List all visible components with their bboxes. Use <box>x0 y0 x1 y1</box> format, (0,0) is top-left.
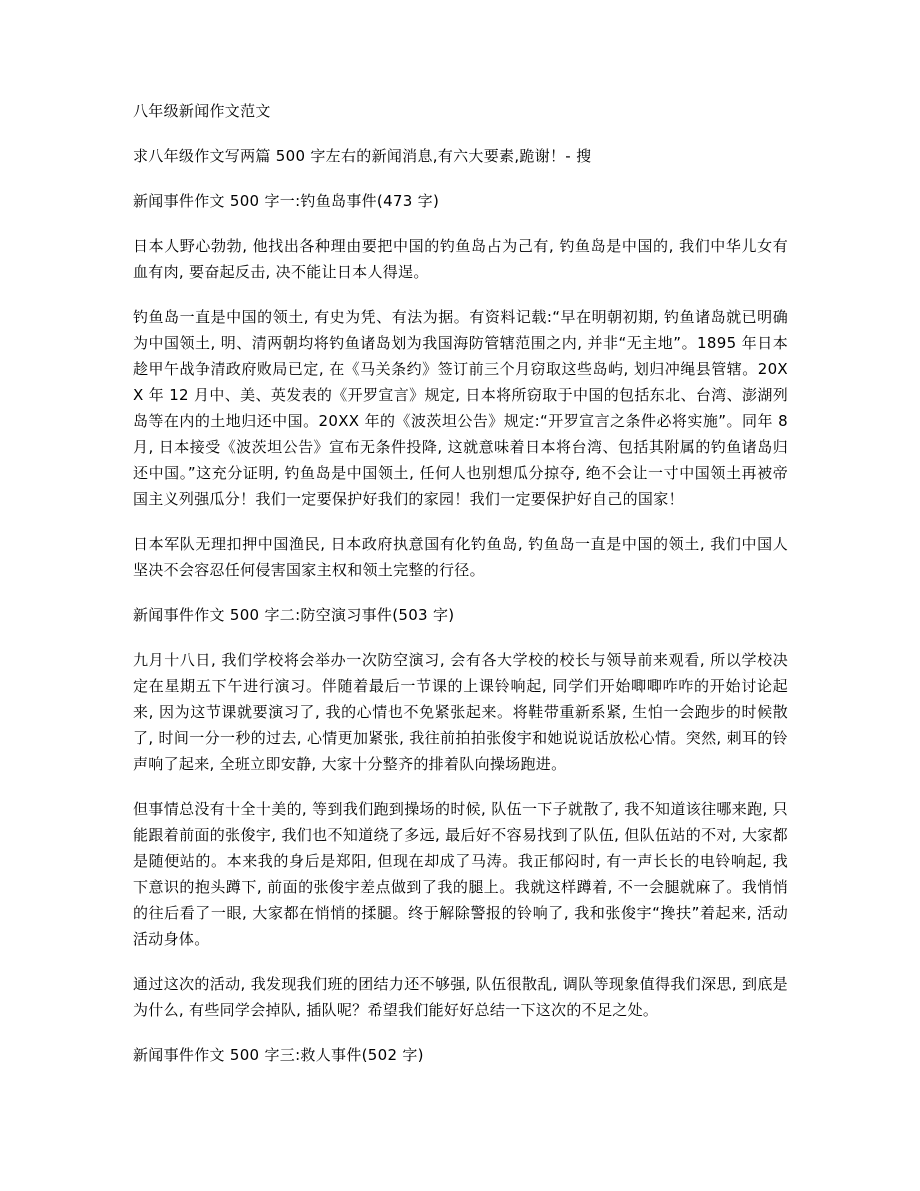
section-1-paragraph-2: 钓鱼岛一直是中国的领土, 有史为凭、有法为据。有资料记载:“早在明朝初期, 钓鱼诸岛就已明确为中国领土, 明、清两朝均将钓鱼诸岛划为我国海防管辖范围之内, 并非“无主地”。1895 年日本趁甲午战争清政府败局已定, 在《马关条约》签订前三个月窃取这些岛屿, 划归冲绳县管辖。20XX 年 12 月中、美、英发表的《开罗宣言》规定, 日本将所窃取于中国的包括东北、台湾、澎湖列岛等在内的土地归还中国。20XX 年的《波茨坦公告》规定:“开罗宣言之条件必将实施”。同年 8 月, 日本接受《波茨坦公告》宣布无条件投降, 这就意味着日本将台湾、包括其附属的钓鱼诸岛归还中国。”这充分证明, 钓鱼岛是中国领土, 任何人也别想瓜分掠夺, 绝不会让一寸中国领土再被帝国主义列强瓜分！我们一定要保护好我们的家园！我们一定要保护好自己的国家！ <box>133 308 788 508</box>
section-1-heading: 新闻事件作文 500 字一:钓鱼岛事件(473 字) <box>133 192 440 210</box>
document-title: 八年级新闻作文范文 <box>133 102 271 120</box>
section-2-heading: 新闻事件作文 500 字二:防空演习事件(503 字) <box>133 606 455 624</box>
section-2-paragraph-3: 通过这次的活动, 我发现我们班的团结力还不够强, 队伍很散乱, 调队等现象值得我们深思, 到底是为什么, 有些同学会掉队, 插队呢？希望我们能好好总结一下这次的不足之处。 <box>133 975 788 1019</box>
section-2-paragraph-2: 但事情总没有十全十美的, 等到我们跑到操场的时候, 队伍一下子就散了, 我不知道该往哪来跑, 只能跟着前面的张俊宇, 我们也不知道绕了多远, 最后好不容易找到了队伍, 但队伍站的不对, 大家都是随便站的。本来我的身后是郑阳, 但现在却成了马涛。我正郁闷时, 有一声长长的电铃响起, 我下意识的抱头蹲下, 前面的张俊宇差点做到了我的腿上。我就这样蹲着, 不一会腿就麻了。我悄悄的往后看了一眼, 大家都在悄悄的揉腿。终于解除警报的铃响了, 我和张俊宇“搀扶”着起来, 活动活动身体。 <box>133 800 788 948</box>
section-1-paragraph-3: 日本军队无理扣押中国渔民, 日本政府执意国有化钓鱼岛, 钓鱼岛一直是中国的领土, 我们中国人坚决不会容忍任何侵害国家主权和领土完整的行径。 <box>133 535 788 579</box>
section-3-heading: 新闻事件作文 500 字三:救人事件(502 字) <box>133 1046 424 1064</box>
section-2-paragraph-1: 九月十八日, 我们学校将会举办一次防空演习, 会有各大学校的校长与领导前来观看, 所以学校决定在星期五下午进行演习。伴随着最后一节课的上课铃响起, 同学们开始唧唧咋咋的开始讨论起来, 因为这节课就要演习了, 我的心情也不免紧张起来。将鞋带重新系紧, 生怕一会跑步的时候散了, 时间一分一秒的过去, 心情更加紧张, 我往前拍拍张俊宇和她说说话放松心情。突然, 刺耳的铃声响了起来, 全班立即安静, 大家十分整齐的排着队向操场跑进。 <box>133 651 788 773</box>
question-line: 求八年级作文写两篇 500 字左右的新闻消息,有六大要素,跪谢！- 搜 <box>133 147 592 165</box>
section-1-paragraph-1: 日本人野心勃勃, 他找出各种理由要把中国的钓鱼岛占为己有, 钓鱼岛是中国的, 我们中华儿女有血有肉, 要奋起反击, 决不能让日本人得逞。 <box>133 237 788 281</box>
